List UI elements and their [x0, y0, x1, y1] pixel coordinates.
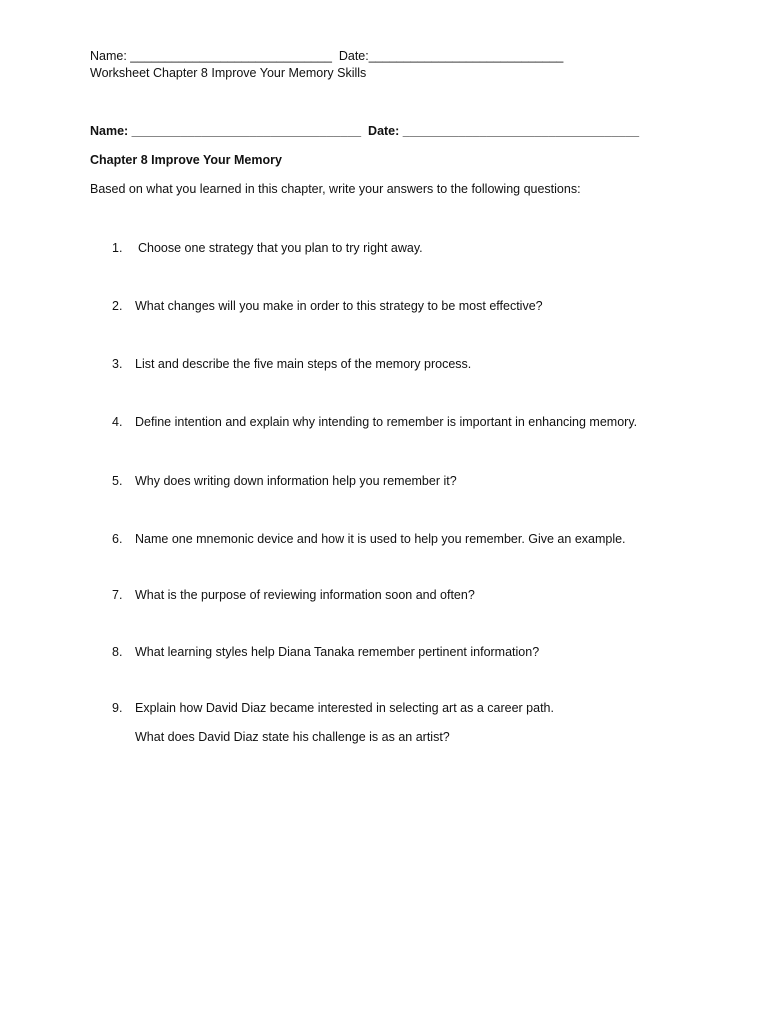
question-number: 9.: [112, 701, 123, 715]
form-name-date-line: Name: _________________________________ Date: __________________________________: [90, 124, 640, 138]
question-number: 5.: [112, 474, 123, 488]
question-text: Choose one strategy that you plan to try right away.: [138, 241, 423, 255]
question-text: What changes will you make in order to this strategy to be most effective?: [135, 299, 543, 313]
question-text: Why does writing down information help you remember it?: [135, 474, 457, 488]
question-number: 8.: [112, 645, 123, 659]
question-text: Define intention and explain why intending to remember is important in enhancing memory.: [135, 415, 638, 429]
question-number: 4.: [112, 415, 123, 429]
question-text: Name one mnemonic device and how it is used to help you remember. Give an example.: [135, 532, 626, 546]
question-text: What is the purpose of reviewing information soon and often?: [135, 588, 475, 602]
question-number: 7.: [112, 588, 123, 602]
question-number: 6.: [112, 532, 123, 546]
question-number: 1.: [112, 241, 123, 255]
question-text: What learning styles help Diana Tanaka remember pertinent information?: [135, 645, 540, 659]
chapter-title: Chapter 8 Improve Your Memory: [90, 153, 282, 167]
header-name-date-line: Name: _____________________________ Date:____________________________: [90, 49, 564, 63]
question-text: Explain how David Diaz became interested in selecting art as a career path.: [135, 701, 554, 715]
question-9-followup: What does David Diaz state his challenge is as an artist?: [135, 730, 450, 744]
question-number: 3.: [112, 357, 123, 371]
question-number: 2.: [112, 299, 123, 313]
question-text: List and describe the five main steps of the memory process.: [135, 357, 472, 371]
instructions: Based on what you learned in this chapter, write your answers to the following questions:: [90, 182, 581, 196]
worksheet-title: Worksheet Chapter 8 Improve Your Memory Skills: [90, 66, 367, 80]
